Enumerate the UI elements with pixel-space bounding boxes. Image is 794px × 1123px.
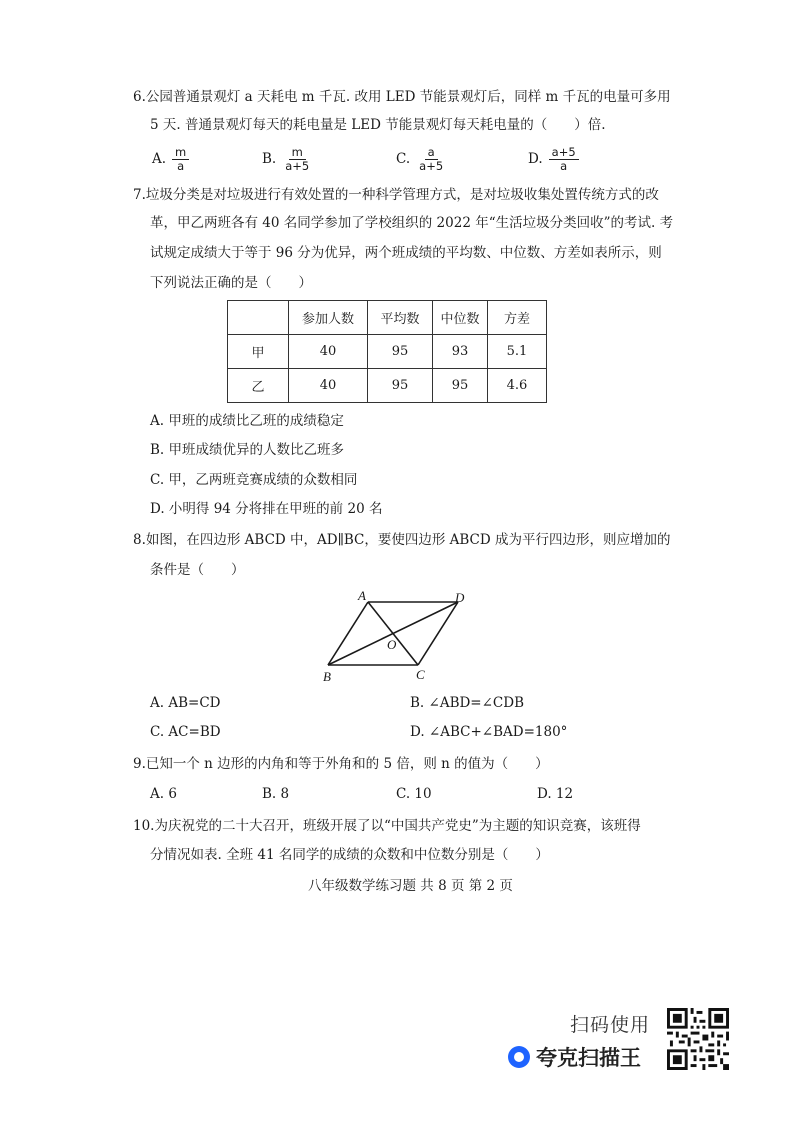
q6-option-b: B. $\frac{m}{a+5}$ [262, 145, 310, 173]
q9-option-b: B. 8 [262, 786, 290, 802]
q6-option-c: C. $\frac{a}{a+5}$ [396, 145, 444, 173]
q9-option-d: D. 12 [537, 786, 574, 802]
q7-line2: 革，甲乙两班各有 40 名同学参加了学校组织的 2022 年“生活垃圾分类回收”的考试. 考 [150, 215, 674, 231]
q7-option-a: A. 甲班的成绩比乙班的成绩稳定 [150, 413, 344, 429]
scanner-brand-name: 夸克扫描王 [536, 1046, 641, 1070]
q7-option-b: B. 甲班成绩优异的人数比乙班多 [150, 442, 345, 458]
q7-option-d: D. 小明得 94 分将排在甲班的前 20 名 [150, 501, 383, 517]
q6-line2: 5 天. 普通景观灯每天的耗电量是 LED 节能景观灯每天耗电量的（ ）倍. [150, 117, 606, 133]
q8-line1: 8.如图，在四边形 ABCD 中，AD∥BC，要使四边形 ABCD 成为平行四边形，则应增加的 [133, 532, 671, 548]
table-cell: 5.1 [488, 335, 547, 369]
table-cell: 95 [433, 369, 488, 403]
q9-option-a: A. 6 [150, 786, 177, 802]
table-cell: 40 [289, 335, 368, 369]
q6-option-a: A. $\frac{m}{a}$ [152, 146, 189, 173]
q8-option-a: A. AB=CD [150, 695, 221, 711]
quark-logo-icon [508, 1046, 530, 1068]
table-cell: 4.6 [488, 369, 547, 403]
q8-option-d: D. ∠ABC+∠BAD=180° [410, 724, 568, 740]
q7-option-c: C. 甲，乙两班竞赛成绩的众数相同 [150, 472, 358, 488]
table-header-cell: 参加人数 [289, 301, 368, 335]
table-cell: 95 [368, 335, 433, 369]
parallelogram-figure [315, 588, 485, 688]
vertex-label-d: D [455, 590, 465, 605]
vertex-label-c: C [416, 667, 425, 682]
table-header-cell: 中位数 [433, 301, 488, 335]
table-header-cell [228, 301, 289, 335]
center-label-o: O [387, 637, 397, 652]
q7-line4: 下列说法正确的是（ ） [150, 275, 312, 291]
scanner-brand [508, 1042, 641, 1072]
table-cell: 95 [368, 369, 433, 403]
page-footer: 八年级数学练习题 共 8 页 第 2 页 [308, 878, 513, 894]
q10-line2: 分情况如表. 全班 41 名同学的成绩的众数和中位数分别是（ ） [150, 847, 549, 863]
table-cell: 乙 [228, 369, 289, 403]
q7-score-table [227, 300, 547, 403]
q7-line3: 试规定成绩大于等于 96 分为优异，两个班成绩的平均数、中位数、方差如表所示，则 [150, 245, 662, 261]
table-header-cell: 方差 [488, 301, 547, 335]
table-header-cell: 平均数 [368, 301, 433, 335]
scan-to-use-label: 扫码使用 [570, 1014, 651, 1036]
vertex-label-b: B [323, 669, 331, 684]
q9-line1: 9.已知一个 n 边形的内角和等于外角和的 5 倍，则 n 的值为（ ） [133, 756, 549, 772]
q6-line1: 6.公园普通景观灯 a 天耗电 m 千瓦. 改用 LED 节能景观灯后，同样 m 千瓦的电量可多用 [133, 89, 671, 105]
q9-option-c: C. 10 [396, 786, 432, 802]
q8-line2: 条件是（ ） [150, 562, 245, 578]
table-row [228, 335, 547, 369]
table-cell: 甲 [228, 335, 289, 369]
vertex-label-a: A [358, 588, 366, 603]
q10-line1: 10.为庆祝党的二十大召开，班级开展了以“中国共产党史”为主题的知识竞赛，该班得 [133, 818, 641, 834]
q6-option-d: D. $\frac{a+5}{a}$ [528, 146, 579, 173]
table-cell: 40 [289, 369, 368, 403]
qr-code-icon [667, 1008, 729, 1070]
table-row [228, 369, 547, 403]
q7-line1: 7.垃圾分类是对垃圾进行有效处置的一种科学管理方式，是对垃圾收集处置传统方式的改 [133, 187, 659, 203]
q8-option-b: B. ∠ABD=∠CDB [410, 695, 525, 711]
table-cell: 93 [433, 335, 488, 369]
table-header-row [228, 301, 547, 335]
q8-option-c: C. AC=BD [150, 724, 221, 740]
